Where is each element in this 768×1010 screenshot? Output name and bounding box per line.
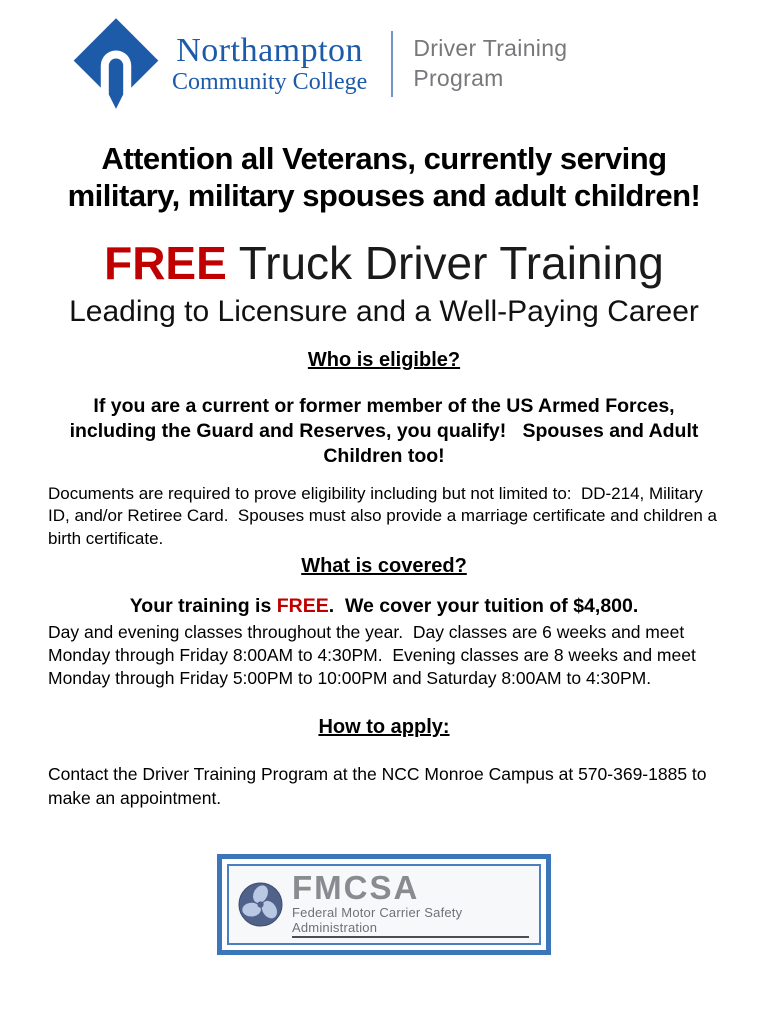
section-heading-covered: What is covered?	[301, 554, 467, 577]
attention-headline	[0, 140, 768, 214]
ncc-arch-logo-icon	[72, 16, 160, 112]
fmcsa-text-block	[292, 868, 529, 938]
main-subtitle: Leading to Licensure and a Well-Paying Career	[69, 294, 699, 328]
header-divider	[391, 31, 393, 97]
program-name	[413, 34, 567, 94]
fmcsa-full-name: Federal Motor Carrier Safety Administration	[292, 905, 529, 938]
fmcsa-logo-inner	[227, 864, 541, 945]
header	[72, 16, 768, 112]
free-word: FREE	[104, 237, 227, 290]
section-heading-eligible: Who is eligible?	[307, 348, 461, 371]
eligible-lead: If you are a current or former member of the US Armed Forces, including the Guard and Reserves, you qualify! Spouses and Adult Children too!	[69, 394, 704, 467]
covered-lead-free-word: FREE	[276, 594, 329, 617]
covered-lead-suffix: . We cover your tuition of $4,800.	[328, 594, 639, 617]
eligible-details: Documents are required to prove eligibility including but not limited to: DD-214, Military ID, and/or Retiree Card. Spouses must also provide a marriage certificate and children a birth certificate.	[48, 483, 722, 549]
attention-headline-line2: military, military spouses and adult children!	[67, 178, 701, 214]
fmcsa-acronym: FMCSA	[292, 868, 420, 906]
content-column	[0, 349, 768, 810]
program-name-line2: Program	[413, 65, 504, 91]
covered-lead-prefix: Your training is	[129, 594, 277, 617]
program-name-line1: Driver Training	[413, 35, 568, 62]
main-title	[0, 238, 768, 289]
college-subname: Community College	[172, 69, 368, 96]
covered-details: Day and evening classes throughout the year. Day classes are 6 weeks and meet Monday through Friday 8:00AM to 4:30PM. Evening classes are 8 weeks and meet Monday through Friday 5:00PM to 10:00PM and Saturday 8:00AM to 4:30PM.	[48, 621, 701, 689]
attention-headline-line1: Attention all Veterans, currently serving	[101, 141, 667, 176]
apply-details: Contact the Driver Training Program at the NCC Monroe Campus at 570-369-1885 to make an appointment.	[48, 764, 712, 808]
college-name-block	[172, 33, 367, 96]
flyer-page	[0, 16, 768, 1010]
covered-lead	[48, 594, 720, 619]
main-title-rest: Truck Driver Training	[226, 237, 664, 290]
fmcsa-logo-box	[217, 854, 551, 955]
dot-triskelion-icon	[237, 881, 284, 928]
college-name: Northampton	[176, 31, 364, 69]
section-heading-apply: How to apply:	[318, 716, 450, 739]
